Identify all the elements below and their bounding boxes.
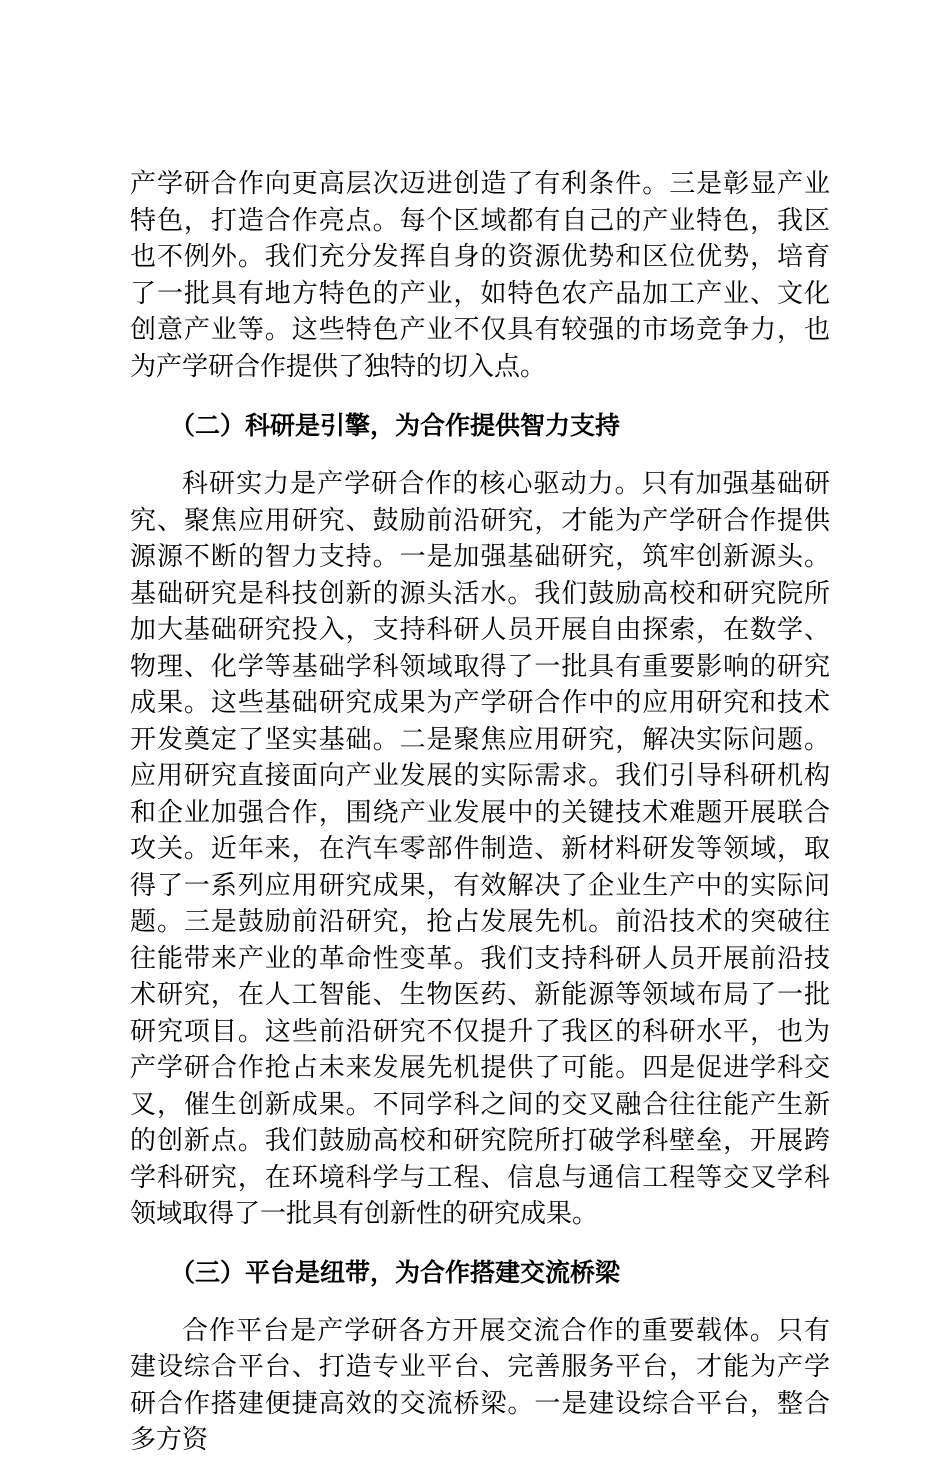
section-heading: （二）科研是引擎，为合作提供智力支持 xyxy=(170,411,621,440)
section-heading: （三）平台是纽带，为合作搭建交流桥梁 xyxy=(170,1257,621,1287)
body-paragraph: 合作平台是产学研各方开展交流合作的重要载体。只有建设综合平台、打造专业平台、完善服务平台，才能为产学研合作搭建便捷高效的交流桥梁。一是建设综合平台，整合多方资 xyxy=(130,1315,830,1455)
document-page xyxy=(130,166,830,1459)
body-paragraph: 产学研合作向更高层次迈进创造了有利条件。三是彰显产业特色，打造合作亮点。每个区域都有自己的产业特色，我区也不例外。我们充分发挥自身的资源优势和区位优势，培育了一批具有地方特色的产业，如特色农产品加工产业、文化创意产业等。这些特色产业不仅具有较强的市场竞争力，也为产学研合作提供了独特的切入点。 xyxy=(130,169,830,382)
body-paragraph: 科研实力是产学研合作的核心驱动力。只有加强基础研究、聚焦应用研究、鼓励前沿研究，才能为产学研合作提供源源不断的智力支持。一是加强基础研究，筑牢创新源头。基础研究是科技创新的源头活水。我们鼓励高校和研究院所加大基础研究投入，支持科研人员开展自由探索，在数学、物理、化学等基础学科领域取得了一批具有重要影响的研究成果。这些基础研究成果为产学研合作中的应用研究和技术开发奠定了坚实基础。二是聚焦应用研究，解决实际问题。应用研究直接面向产业发展的实际需求。我们引导科研机构和企业加强合作，围绕产业发展中的关键技术难题开展联合攻关。近年来，在汽车零部件制造、新材料研发等领域，取得了一系列应用研究成果，有效解决了企业生产中的实际问题。三是鼓励前沿研究，抢占发展先机。前沿技术的突破往往能带来产业的革命性变革。我们支持科研人员开展前沿技术研究，在人工智能、生物医药、新能源等领域布局了一批研究项目。这些前沿研究不仅提升了我区的科研水平，也为产学研合作抢占未来发展先机提供了可能。四是促进学科交叉，催生创新成果。不同学科之间的交叉融合往往能产生新的创新点。我们鼓励高校和研究院所打破学科壁垒，开展跨学科研究，在环境科学与工程、信息与通信工程等交叉学科领域取得了一批具有创新性的研究成果。 xyxy=(130,469,830,1229)
